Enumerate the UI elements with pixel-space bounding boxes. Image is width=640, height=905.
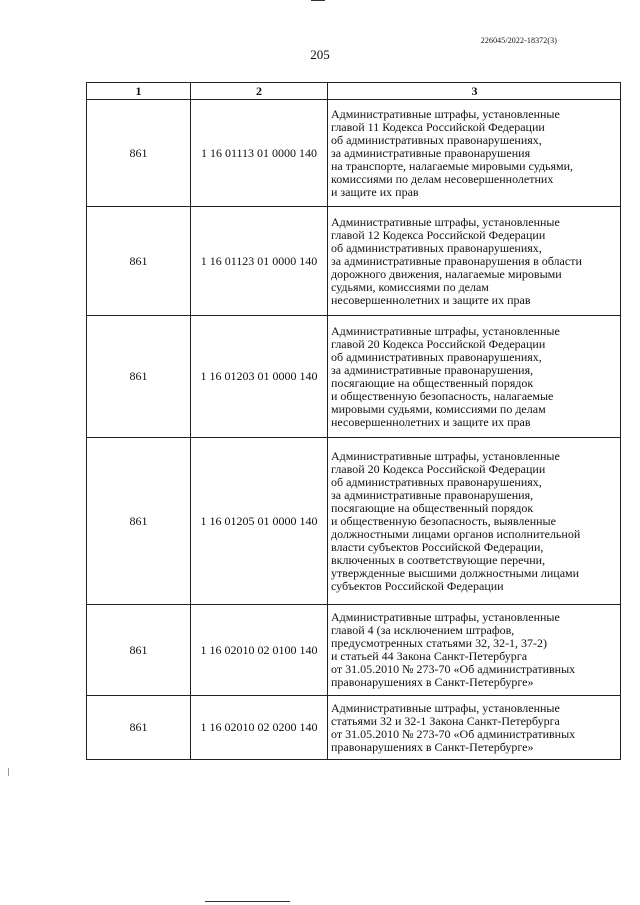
- kbk-code-cell: 1 16 02010 02 0200 140: [191, 696, 328, 760]
- footer-rule: [205, 901, 290, 902]
- description-line: на транспорте, налагаемые мировыми судьями,: [331, 158, 574, 173]
- column-header-3: 3: [328, 83, 621, 100]
- description-line: несовершеннолетних и защите их прав: [331, 292, 531, 307]
- description-line: статьями 32 и 32-1 Закона Санкт-Петербурга: [331, 713, 560, 728]
- table-row: [87, 207, 621, 316]
- table-row: [87, 605, 621, 696]
- description-line: главой 12 Кодекса Российской Федерации: [331, 227, 546, 242]
- table-row: [87, 100, 621, 207]
- admin-code-cell: 861: [87, 100, 191, 207]
- description-line: Административные штрафы, установленные: [331, 214, 560, 229]
- description-line: за административные правонарушения,: [331, 362, 534, 377]
- description-line: комиссиями по делам несовершеннолетних: [331, 171, 554, 186]
- description-line: Административные штрафы, установленные: [331, 610, 560, 624]
- description-line: утвержденные высшими должностными лицами: [331, 565, 580, 580]
- description-line: судьями, комиссиями по делам: [331, 279, 489, 294]
- description-line: главой 11 Кодекса Российской Федерации: [331, 119, 545, 134]
- description-line: об административных правонарушениях,: [331, 349, 542, 364]
- description-line: за административные правонарушения,: [331, 487, 534, 502]
- description-line: и статьей 44 Закона Санкт-Петербурга: [331, 649, 528, 663]
- description-line: за административные правонарушения в области: [331, 253, 582, 268]
- budget-codes-table: [86, 82, 621, 760]
- kbk-code-cell: 1 16 01113 01 0000 140: [191, 100, 328, 207]
- admin-code-cell: 861: [87, 605, 191, 696]
- kbk-code-cell: 1 16 01123 01 0000 140: [191, 207, 328, 316]
- description-line: посягающие на общественный порядок: [331, 500, 534, 515]
- admin-code-cell: 861: [87, 696, 191, 760]
- description-line: Административные штрафы, установленные: [331, 448, 560, 463]
- description-line: Административные штрафы, установленные: [331, 106, 560, 121]
- scan-margin-mark: [8, 768, 9, 776]
- table-header-row: [87, 83, 621, 100]
- description-cell: [328, 605, 621, 696]
- description-line: Административные штрафы, установленные: [331, 323, 560, 338]
- description-line: несовершеннолетних и защите их прав: [331, 414, 531, 429]
- description-cell: [328, 207, 621, 316]
- kbk-code-cell: 1 16 01203 01 0000 140: [191, 316, 328, 438]
- top-scan-mark: [311, 0, 325, 1]
- kbk-code-cell: 1 16 02010 02 0100 140: [191, 605, 328, 696]
- description-line: субъектов Российской Федерации: [331, 578, 504, 593]
- table-row: [87, 438, 621, 605]
- description-line: главой 20 Кодекса Российской Федерации: [331, 461, 546, 476]
- description-line: и защите их прав: [331, 184, 419, 199]
- description-line: главой 20 Кодекса Российской Федерации: [331, 336, 546, 351]
- description-line: от 31.05.2010 № 273-70 «Об административных: [331, 726, 576, 741]
- description-line: включенных в соответствующие перечни,: [331, 552, 546, 567]
- description-line: от 31.05.2010 № 273-70 «Об административных: [331, 662, 576, 676]
- description-line: об административных правонарушениях,: [331, 474, 542, 489]
- admin-code-cell: 861: [87, 316, 191, 438]
- description-line: главой 4 (за исключением штрафов,: [331, 623, 515, 637]
- description-line: правонарушениях в Санкт-Петербурге»: [331, 675, 534, 689]
- description-line: Административные штрафы, установленные: [331, 700, 560, 715]
- document-id: 226045/2022-18372(3): [480, 36, 557, 45]
- description-line: за административные правонарушения: [331, 145, 531, 160]
- description-line: и общественную безопасность, выявленные: [331, 513, 556, 528]
- table-row: [87, 696, 621, 760]
- admin-code-cell: 861: [87, 438, 191, 605]
- description-line: предусмотренных статьями 32, 32-1, 37-2): [331, 636, 548, 650]
- description-cell: [328, 696, 621, 760]
- page-number: 205: [310, 47, 330, 62]
- column-header-2: 2: [191, 83, 328, 100]
- description-line: об административных правонарушениях,: [331, 240, 542, 255]
- description-cell: [328, 316, 621, 438]
- description-line: посягающие на общественный порядок: [331, 375, 534, 390]
- description-line: правонарушениях в Санкт-Петербурге»: [331, 739, 534, 754]
- description-line: мировыми судьями, комиссиями по делам: [331, 401, 546, 416]
- description-line: и общественную безопасность, налагаемые: [331, 388, 554, 403]
- description-cell: [328, 438, 621, 605]
- description-line: дорожного движения, налагаемые мировыми: [331, 266, 562, 281]
- kbk-code-cell: 1 16 01205 01 0000 140: [191, 438, 328, 605]
- column-header-1: 1: [87, 83, 191, 100]
- description-line: об административных правонарушениях,: [331, 132, 542, 147]
- description-cell: [328, 100, 621, 207]
- table-row: [87, 316, 621, 438]
- admin-code-cell: 861: [87, 207, 191, 316]
- description-line: должностными лицами органов исполнительной: [331, 526, 581, 541]
- description-line: власти субъектов Российской Федерации,: [331, 539, 544, 554]
